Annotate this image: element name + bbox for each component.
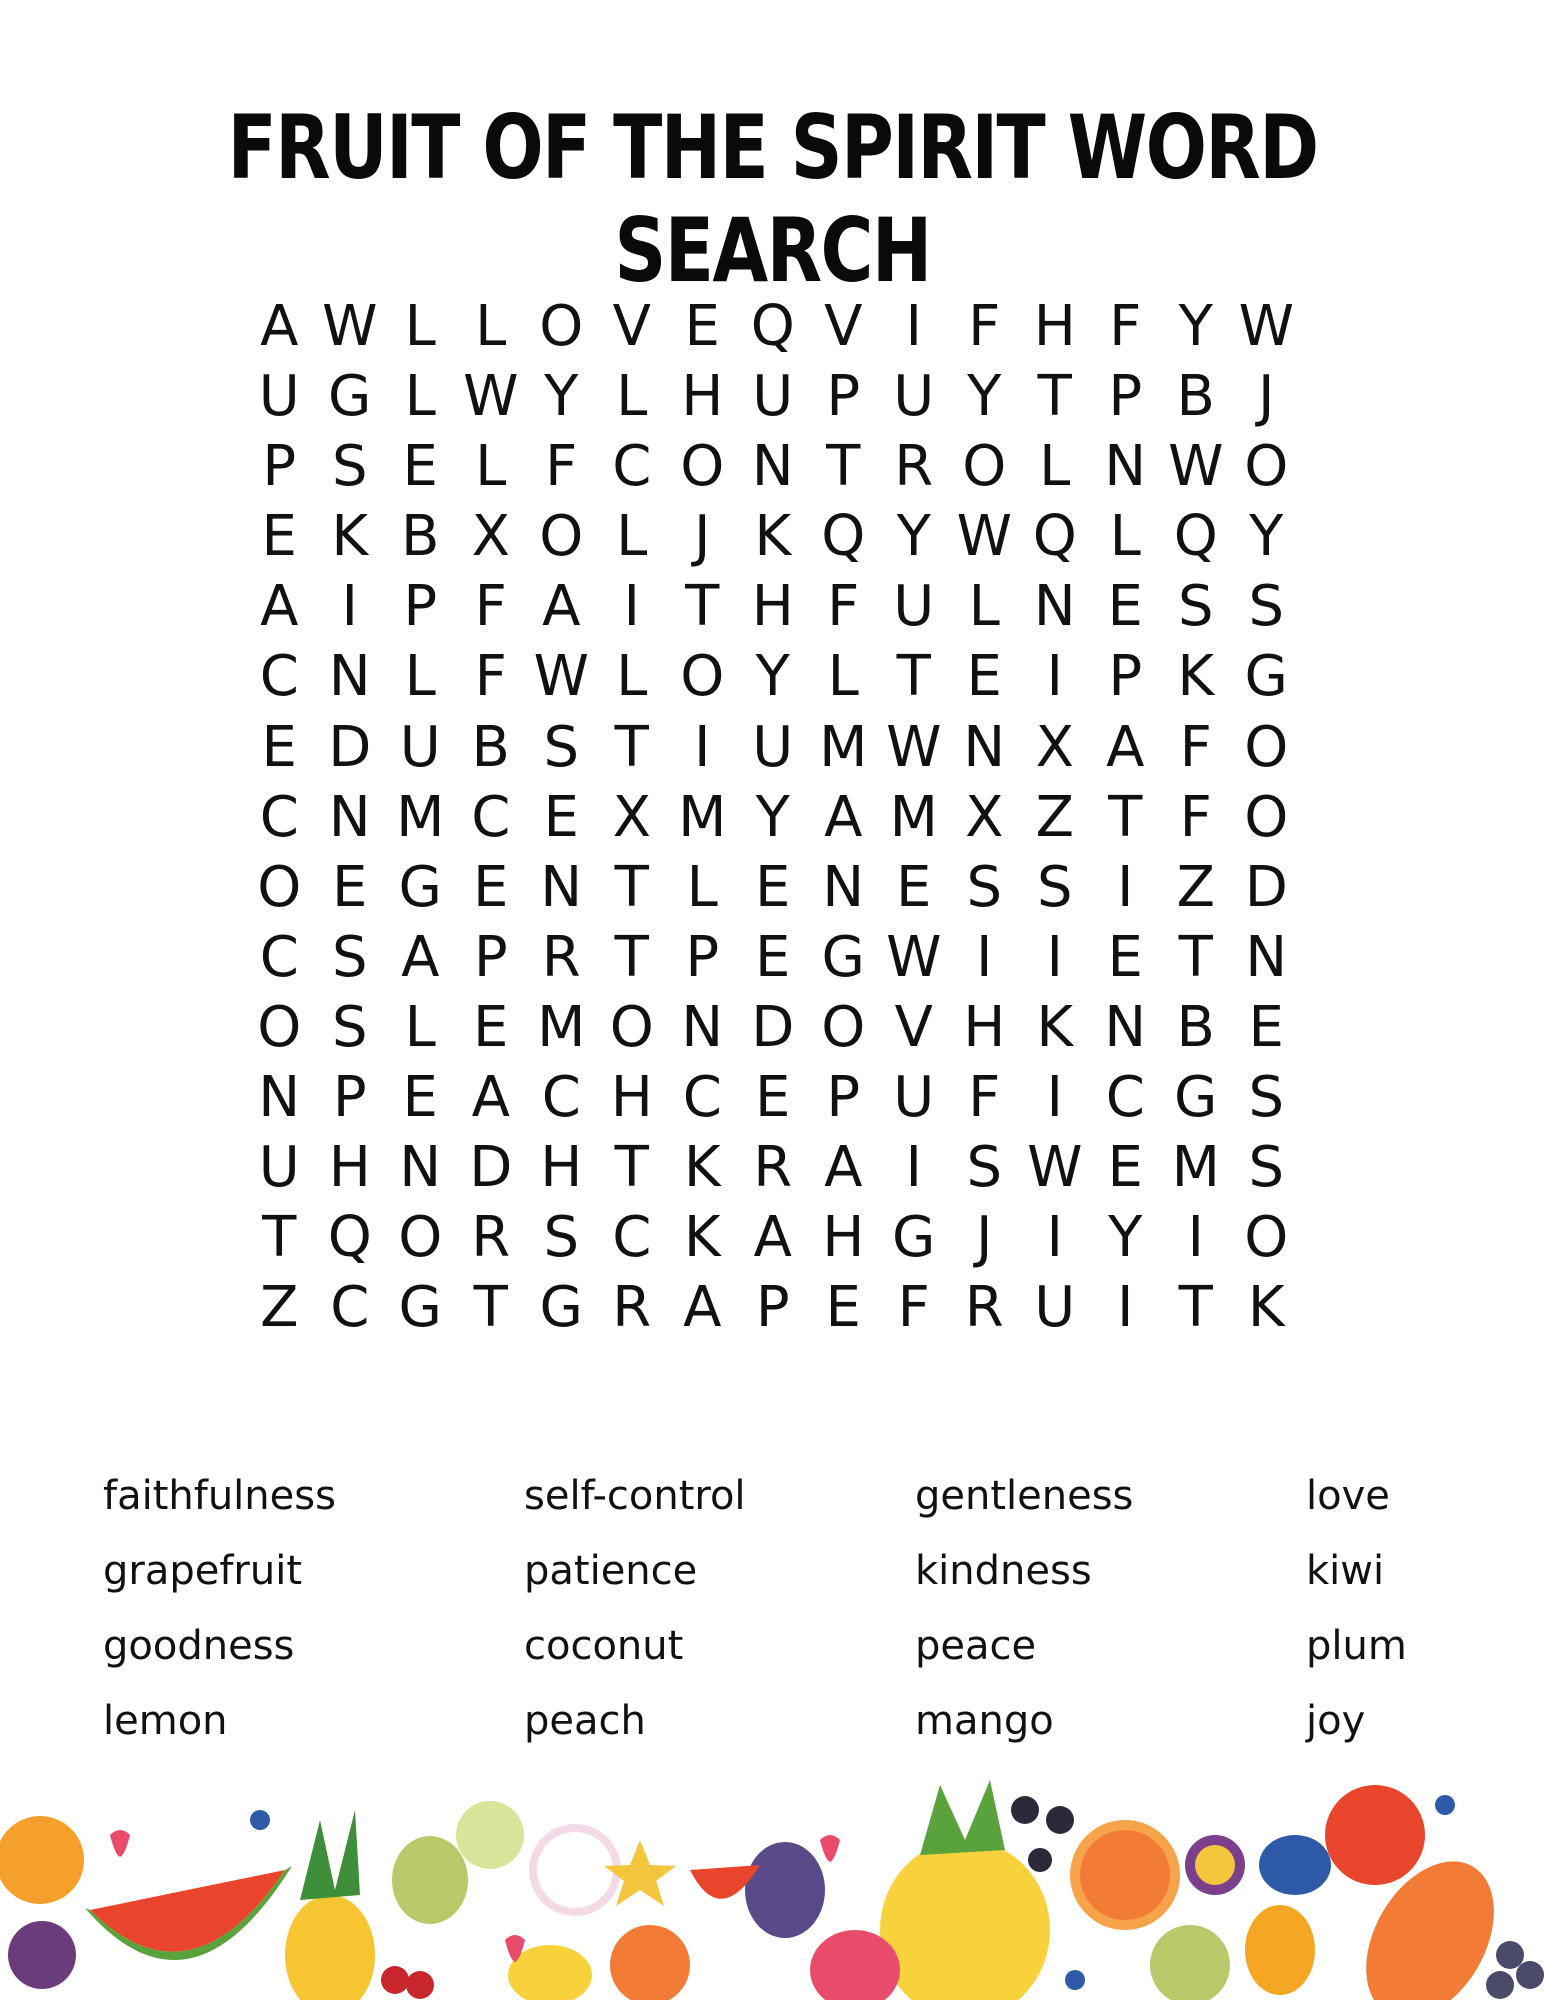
pineapple-icon (880, 1840, 1050, 2000)
grid-letter: J (975, 1205, 993, 1271)
grid-letter: O (539, 294, 584, 359)
grid-letter: P (1108, 364, 1143, 430)
grid-letter: M (396, 784, 445, 850)
grid-letter: E (261, 504, 297, 570)
grid-letter: A (824, 1135, 863, 1201)
grid-letter: I (1046, 1065, 1063, 1131)
word-search-grid (244, 292, 1302, 1343)
grid-letter: N (1104, 434, 1147, 500)
grid-letter: W (886, 924, 942, 990)
grid-letter: E (402, 434, 438, 500)
grid-letter: Y (544, 364, 579, 430)
grid-letter: R (612, 1275, 652, 1341)
grid-letter: W (1238, 294, 1294, 359)
word-item: love (1306, 1473, 1390, 1519)
grid-letter: P (826, 1065, 861, 1131)
grid-letter: F (545, 434, 578, 500)
grid-letter: L (475, 434, 507, 500)
grid-letter: T (262, 1205, 297, 1271)
grid-letter: N (1033, 574, 1076, 640)
grid-letter: I (905, 294, 922, 359)
grid-letter: H (681, 364, 724, 430)
grid-letter: E (261, 714, 297, 780)
grid-letter: I (341, 574, 358, 640)
grid-letter: O (1244, 1205, 1289, 1271)
grid-letter: E (966, 644, 1002, 710)
grid-letter: O (609, 994, 654, 1060)
grid-letter: O (1244, 434, 1289, 500)
grid-letter: B (1176, 994, 1215, 1060)
grid-letter: F (827, 574, 860, 640)
grid-letter: Q (750, 294, 795, 359)
grid-letter: S (331, 434, 368, 500)
grid-letter: I (1116, 1275, 1134, 1341)
grid-letter: L (827, 644, 859, 710)
grid-letter: C (259, 784, 299, 850)
grid-letter: R (541, 924, 581, 990)
grid-letter: O (962, 434, 1007, 500)
grid-letter: T (1178, 1275, 1213, 1341)
grape-icon (1496, 1941, 1524, 1969)
blackberry-icon (1011, 1796, 1039, 1824)
grid-letter: Y (1249, 504, 1284, 570)
grid-letter: A (471, 1065, 510, 1131)
grid-letter: X (1035, 714, 1074, 780)
word-item: patience (524, 1548, 698, 1594)
grid-letter: Z (1176, 854, 1215, 920)
grid-letter: T (1108, 784, 1143, 850)
grid-letter: A (260, 294, 299, 359)
grid-letter: P (755, 1275, 790, 1341)
grid-letter: W (533, 644, 589, 710)
grid-letter: T (1178, 924, 1213, 990)
grid-letter: R (894, 434, 934, 500)
grid-letter: S (331, 994, 368, 1060)
word-item: kindness (915, 1548, 1092, 1594)
grid-letter: T (896, 644, 931, 710)
grid-letter: A (1106, 714, 1145, 780)
grid-letter: U (752, 364, 794, 430)
apple-icon (456, 1801, 524, 1869)
grid-letter: B (471, 714, 510, 780)
grid-letter: W (1168, 434, 1224, 500)
grid-letter: N (540, 854, 583, 920)
grid-letter: O (821, 994, 866, 1060)
word-item: faithfulness (103, 1473, 336, 1519)
grid-letter: G (328, 364, 372, 430)
grid-letter: H (540, 1135, 583, 1201)
pomegranate-icon (1325, 1785, 1425, 1885)
word-item: lemon (103, 1698, 228, 1744)
grid-letter: G (398, 854, 442, 920)
grid-letter: P (403, 574, 438, 640)
word-item: peach (524, 1698, 646, 1744)
grid-letter: S (331, 924, 368, 990)
grid-letter: X (612, 784, 651, 850)
grid-letter: C (682, 1065, 722, 1131)
grid-letter: Z (260, 1275, 299, 1341)
grid-letter: Y (967, 364, 1002, 430)
grid-letter: A (683, 1275, 722, 1341)
word-item: grapefruit (103, 1548, 303, 1594)
word-item: gentleness (915, 1473, 1134, 1519)
grid-letter: M (889, 784, 938, 850)
grid-letter: G (892, 1205, 936, 1271)
grid-letter: L (686, 854, 718, 920)
grid-letter: F (1179, 784, 1212, 850)
grid-letter: I (1046, 924, 1063, 990)
grid-letter: H (1033, 294, 1076, 359)
grid-letter: E (825, 1275, 861, 1341)
grid-letter: U (893, 574, 935, 640)
grid-letter: A (260, 574, 299, 640)
word-column-3 (915, 1466, 1133, 1766)
grid-letter: E (684, 294, 720, 359)
grid-letter: Z (1035, 784, 1074, 850)
grid-letter: S (543, 1205, 580, 1271)
grid-letter: T (614, 1135, 649, 1201)
grid-letter: I (1046, 1205, 1063, 1271)
grid-letter: W (956, 504, 1012, 570)
grid-letter: L (1039, 434, 1071, 500)
grid-letter: D (751, 994, 795, 1060)
grid-letter: P (1108, 644, 1143, 710)
grid-letter: I (1116, 854, 1134, 920)
grid-letter: H (751, 574, 794, 640)
grid-letter: H (328, 1135, 371, 1201)
grid-letter: O (398, 1205, 443, 1271)
strawberry-icon (110, 1830, 130, 1857)
word-list (0, 1466, 1545, 1786)
word-item: goodness (103, 1623, 295, 1669)
grid-letter: V (824, 294, 863, 359)
grid-letter: G (1244, 644, 1288, 710)
grid-letter: R (964, 1275, 1004, 1341)
grid-letter: I (1187, 1205, 1204, 1271)
grid-letter: D (328, 714, 372, 780)
grid-letter: R (753, 1135, 793, 1201)
grid-letter: O (680, 434, 725, 500)
fig-icon (745, 1842, 825, 1938)
grid-letter: Q (327, 1205, 372, 1271)
grid-letter: V (612, 294, 651, 359)
grid-letter: K (1247, 1275, 1285, 1341)
grid-letter: P (332, 1065, 367, 1131)
grid-letter: H (822, 1205, 865, 1271)
grid-letter: J (1257, 364, 1275, 430)
word-column-4 (1306, 1466, 1407, 1766)
grid-letter: E (1107, 574, 1143, 640)
word-item: mango (915, 1698, 1054, 1744)
grid-letter: A (542, 574, 581, 640)
grid-letter: W (463, 364, 519, 430)
persimmon-icon (610, 1925, 690, 2000)
grid-letter: E (1248, 994, 1284, 1060)
grid-letter: N (822, 854, 865, 920)
grid-letter: D (1244, 854, 1288, 920)
grid-letter: K (683, 1135, 721, 1201)
grid-letter: L (475, 294, 507, 359)
fruit-border-illustration (0, 1780, 1545, 2000)
grid-letter: S (1248, 1065, 1285, 1131)
grid-letter: L (616, 364, 648, 430)
pear-icon (392, 1836, 468, 1924)
grid-letter: N (328, 644, 371, 710)
grid-letter: H (610, 1065, 653, 1131)
grid-letter: R (471, 1205, 511, 1271)
grid-letter: Y (1108, 1205, 1143, 1271)
grid-letter: F (897, 1275, 930, 1341)
grid-letter: K (1036, 994, 1074, 1060)
grid-letter: M (819, 714, 868, 780)
grid-letter: U (1034, 1275, 1076, 1341)
grid-letter: U (258, 364, 300, 430)
grid-letter: U (752, 714, 794, 780)
grid-letter: C (541, 1065, 581, 1131)
grid-letter: E (473, 994, 509, 1060)
grid-letter: O (257, 854, 302, 920)
grid-letter: N (1104, 994, 1147, 1060)
grid-letter: O (539, 504, 584, 570)
grid-letter: T (614, 714, 649, 780)
grid-letter: Y (755, 784, 790, 850)
grid-letter: E (543, 784, 579, 850)
grid-letter: K (1177, 644, 1215, 710)
grid-letter: O (680, 644, 725, 710)
grid-letter: Q (1173, 504, 1218, 570)
grid-letter: E (755, 1065, 791, 1131)
grid-letter: Q (821, 504, 866, 570)
grid-letter: X (965, 784, 1004, 850)
grid-letter: Q (1032, 504, 1077, 570)
grid-letter: C (330, 1275, 370, 1341)
grid-letter: I (623, 574, 640, 640)
grid-letter: D (469, 1135, 513, 1201)
grid-letter: U (893, 364, 935, 430)
plum-icon (1259, 1835, 1331, 1895)
grid-letter: E (402, 1065, 438, 1131)
grid-letter: S (543, 714, 580, 780)
grid-letter: F (474, 574, 507, 640)
grid-letter: L (404, 644, 436, 710)
grid-letter: K (683, 1205, 721, 1271)
grid-letter: E (755, 854, 791, 920)
grid-letter: N (328, 784, 371, 850)
grid-letter: N (399, 1135, 442, 1201)
grid-letter: V (894, 994, 933, 1060)
pineapple-icon (285, 1895, 375, 2000)
grid-letter: H (963, 994, 1006, 1060)
grid-letter: F (968, 1065, 1001, 1131)
grid-letter: L (616, 644, 648, 710)
grid-letter: L (968, 574, 1000, 640)
grid-letter: I (693, 714, 711, 780)
grid-letter: W (322, 294, 378, 359)
grid-letter: B (401, 504, 440, 570)
plum-icon (8, 1921, 76, 1989)
grid-letter: G (821, 924, 865, 990)
grid-letter: N (258, 1065, 301, 1131)
grid-letter: U (258, 1135, 300, 1201)
grid-letter: L (404, 294, 436, 359)
grid-letter: Y (1178, 294, 1213, 359)
grid-letter: L (404, 364, 436, 430)
grid-letter: L (616, 504, 648, 570)
grid-letter: N (751, 434, 794, 500)
grid-letter: M (678, 784, 727, 850)
word-column-1 (103, 1466, 336, 1766)
grid-letter: C (471, 784, 511, 850)
grid-letter: M (1171, 1135, 1220, 1201)
word-item: self-control (524, 1473, 746, 1519)
grid-letter: T (614, 854, 649, 920)
grid-letter: S (1177, 574, 1214, 640)
grid-letter: C (259, 644, 299, 710)
grid-letter: P (262, 434, 297, 500)
grid-letter: E (1107, 924, 1143, 990)
grid-letter: Y (755, 644, 790, 710)
grid-letter: F (968, 294, 1001, 359)
grid-letter: I (1046, 644, 1063, 710)
grid-letter: A (753, 1205, 792, 1271)
grid-letter: I (975, 924, 993, 990)
grid-letter: G (398, 1275, 442, 1341)
page-title: FRUIT OF THE SPIRIT WORD SEARCH (227, 96, 1318, 302)
grid-letter: X (471, 504, 510, 570)
grid-letter: P (685, 924, 720, 990)
grid-letter: S (1036, 854, 1073, 920)
cherry-icon (381, 1966, 409, 1994)
grid-letter: O (257, 994, 302, 1060)
grid-letter: O (1244, 714, 1289, 780)
grid-letter: M (537, 994, 586, 1060)
grid-letter: W (886, 714, 942, 780)
grid-letter: E (896, 854, 932, 920)
grid-letter: U (399, 714, 441, 780)
grid-letter: S (1248, 574, 1285, 640)
grid-letter: K (754, 504, 792, 570)
word-item: peace (915, 1623, 1037, 1669)
grid-letter: J (693, 504, 711, 570)
grid-letter: L (1109, 504, 1141, 570)
grid-letter: C (1105, 1065, 1145, 1131)
grid-letter: T (473, 1275, 508, 1341)
grid-letter: P (826, 364, 861, 430)
word-item: joy (1306, 1698, 1366, 1744)
grid-letter: F (474, 644, 507, 710)
grid-letter: N (1245, 924, 1288, 990)
word-item: kiwi (1306, 1548, 1385, 1594)
orange-icon (0, 1816, 84, 1904)
grid-letter: S (966, 854, 1003, 920)
grid-letter: S (1248, 1135, 1285, 1201)
grid-letter: E (755, 924, 791, 990)
grid-letter: Y (896, 504, 931, 570)
grid-letter: N (681, 994, 724, 1060)
grid-letter: W (1027, 1135, 1083, 1201)
grid-letter: O (1244, 784, 1289, 850)
grid-letter: T (685, 574, 720, 640)
grid-letter: B (1176, 364, 1215, 430)
grid-letter: E (473, 854, 509, 920)
grid-letter: F (1179, 714, 1212, 780)
word-item: plum (1306, 1623, 1407, 1669)
grid-letter: G (539, 1275, 583, 1341)
grid-letter: K (331, 504, 369, 570)
grid-letter: N (963, 714, 1006, 780)
grid-letter: A (824, 784, 863, 850)
grid-letter: E (332, 854, 368, 920)
grid-letter: C (259, 924, 299, 990)
grid-letter: C (612, 434, 652, 500)
grid-letter: T (1037, 364, 1072, 430)
grid-letter: T (614, 924, 649, 990)
word-column-2 (524, 1466, 746, 1766)
grid-letter: L (404, 994, 436, 1060)
grid-letter: T (826, 434, 861, 500)
grid-letter: E (1107, 1135, 1143, 1201)
grid-letter: U (893, 1065, 935, 1131)
grid-letter: C (612, 1205, 652, 1271)
grid-letter: P (473, 924, 508, 990)
grid-letter: F (1109, 294, 1142, 359)
grid-letter: S (966, 1135, 1003, 1201)
grid-letter: A (401, 924, 440, 990)
word-item: coconut (524, 1623, 684, 1669)
grid-letter: G (1174, 1065, 1218, 1131)
grid-letter: I (905, 1135, 922, 1201)
